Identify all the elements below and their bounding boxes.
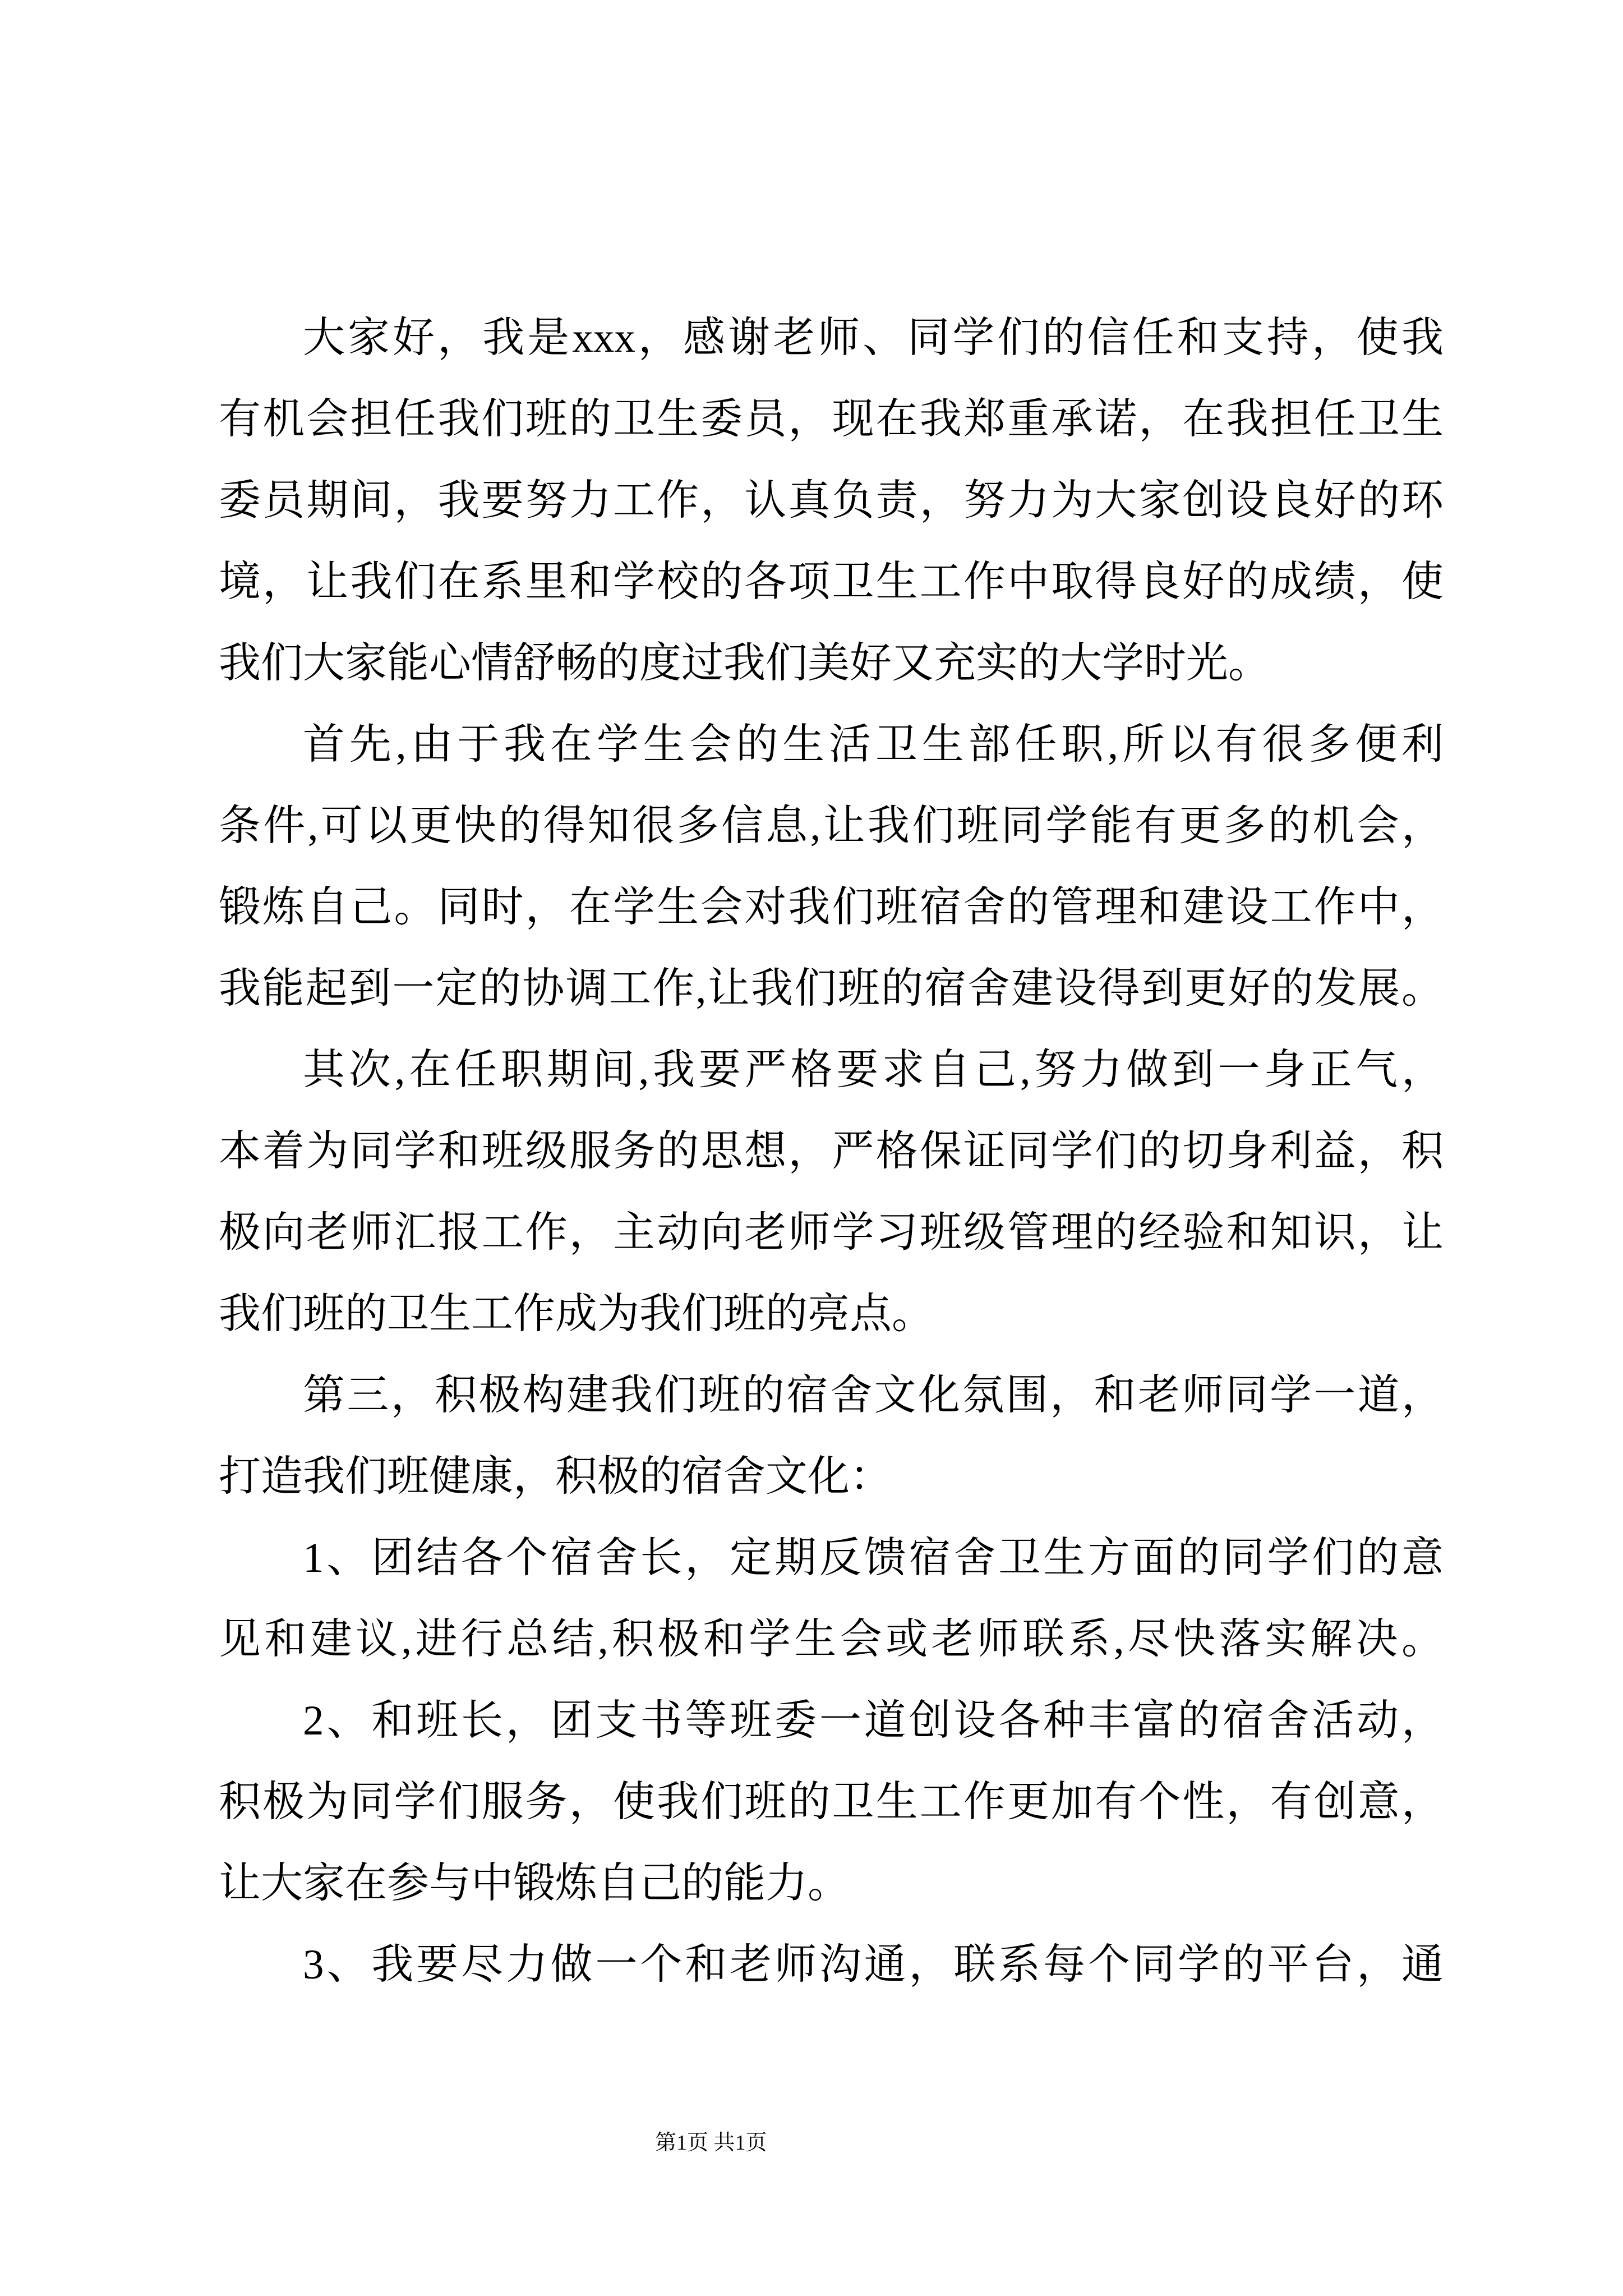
text-line: 打造我们班健康，积极的宿舍文化： (219, 1453, 892, 1500)
paragraph (219, 297, 1444, 704)
text-line: 第三，积极构建我们班的宿舍文化氛围，和老师同学一道， (303, 1372, 1444, 1419)
text-line: 首先,由于我在学生会的生活卫生部任职,所以有很多便利 (303, 721, 1444, 768)
text-line: 我们大家能心情舒畅的度过我们美好又充实的大学时光。 (219, 640, 1271, 687)
page-footer: 第1页 共1页 (655, 2131, 767, 2155)
text-line: 条件,可以更快的得知很多信息,让我们班同学能有更多的机会， (219, 803, 1444, 849)
paragraph (219, 1517, 1444, 1680)
paragraph (219, 704, 1444, 1029)
paragraph (219, 1924, 1444, 2005)
text-line: 1、团结各个宿舍长，定期反馈宿舍卫生方面的同学们的意 (303, 1535, 1444, 1581)
text-line: 我们班的卫生工作成为我们班的亮点。 (219, 1291, 934, 1337)
text-line: 委员期间，我要努力工作，认真负责，努力为大家创设良好的环 (219, 477, 1444, 524)
text-line: 见和建议,进行总结,积极和学生会或老师联系,尽快落实解决。 (219, 1616, 1444, 1663)
document-body (219, 297, 1444, 2005)
text-line: 我能起到一定的协调工作,让我们班的宿舍建设得到更好的发展。 (219, 965, 1444, 1012)
text-line: 其次,在任职期间,我要严格要求自己,努力做到一身正气， (303, 1047, 1444, 1093)
text-line: 3、我要尽力做一个和老师沟通，联系每个同学的平台，通 (303, 1941, 1444, 1988)
text-line: 本着为同学和班级服务的思想，严格保证同学们的切身利益，积 (219, 1128, 1444, 1175)
text-line: 积极为同学们服务，使我们班的卫生工作更加有个性，有创意， (219, 1779, 1444, 1825)
text-line: 2、和班长，团支书等班委一道创设各种丰富的宿舍活动， (303, 1697, 1444, 1744)
paragraph (219, 1355, 1444, 1517)
text-line: 极向老师汇报工作，主动向老师学习班级管理的经验和知识，让 (219, 1209, 1444, 1256)
text-line: 让大家在参与中锻炼自己的能力。 (219, 1860, 850, 1907)
text-line: 锻炼自己。同时，在学生会对我们班宿舍的管理和建设工作中， (219, 884, 1444, 931)
paragraph (219, 1029, 1444, 1355)
text-line: 有机会担任我们班的卫生委员，现在我郑重承诺，在我担任卫生 (219, 396, 1444, 443)
text-line: 大家好，我是xxx，感谢老师、同学们的信任和支持，使我 (303, 315, 1444, 361)
text-line: 境，让我们在系里和学校的各项卫生工作中取得良好的成绩，使 (219, 559, 1444, 605)
paragraph (219, 1680, 1444, 1924)
